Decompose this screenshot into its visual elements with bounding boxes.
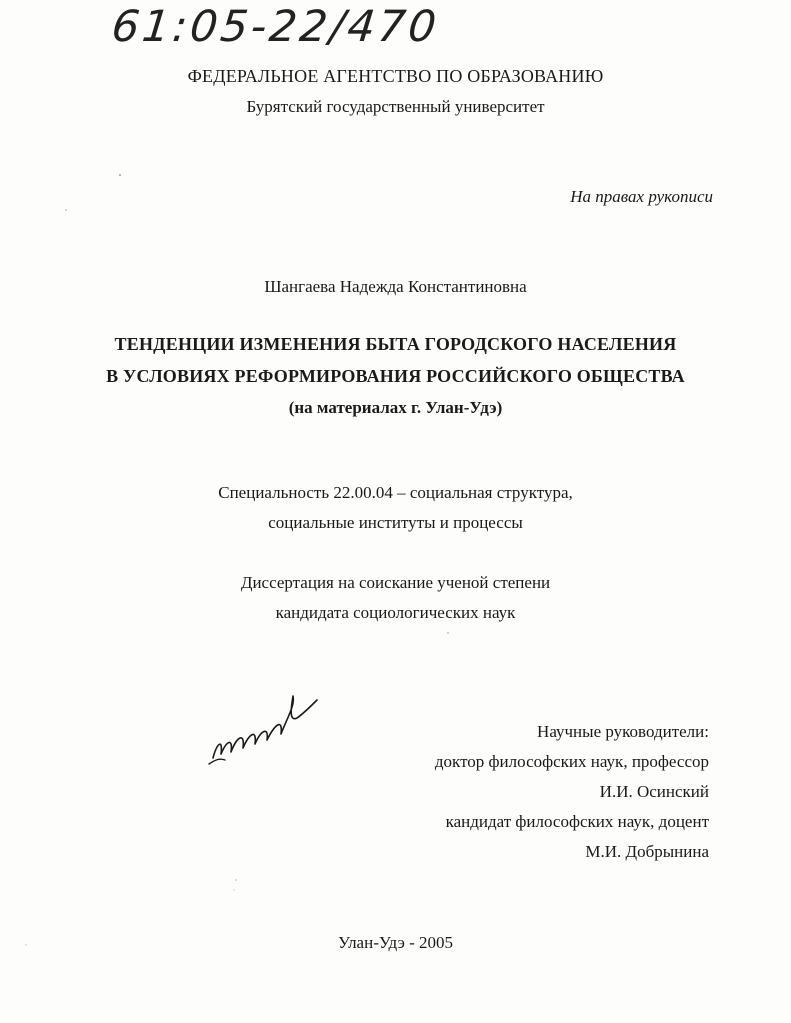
supervisor-1-title: доктор философских наук, профессор xyxy=(434,752,709,771)
manuscript-rights-note: На правах рукописи xyxy=(570,187,713,206)
author-name: Шангаева Надежда Константиновна xyxy=(264,277,527,296)
specialty-line-2: социальные институты и процессы xyxy=(268,513,523,532)
university-name: Бурятский государственный университет xyxy=(246,97,545,116)
title-line-1: ТЕНДЕНЦИИ ИЗМЕНЕНИЯ БЫТА ГОРОДСКОГО НАСЕЛЕНИЯ xyxy=(114,334,677,354)
title-subtitle: (на материалах г. Улан-Удэ) xyxy=(288,398,503,417)
title-line-2: В УСЛОВИЯХ РЕФОРМИРОВАНИЯ РОССИЙСКОГО ОБЩЕСТВА xyxy=(106,366,685,386)
supervisors-heading: Научные руководители: xyxy=(537,722,709,741)
handwritten-catalog-code: 61:05-22/470 xyxy=(109,2,442,52)
dissertation-line-2: кандидата социологических наук xyxy=(275,603,516,622)
supervisor-2-name: М.И. Добрынина xyxy=(585,842,709,861)
agency-name: ФЕДЕРАЛЬНОЕ АГЕНТСТВО ПО ОБРАЗОВАНИЮ xyxy=(187,66,604,86)
dissertation-line-1: Диссертация на соискание ученой степени xyxy=(240,573,551,592)
supervisor-1-name: И.И. Осинский xyxy=(599,782,709,801)
city-and-year: Улан-Удэ - 2005 xyxy=(337,933,454,952)
specialty-line-1: Специальность 22.00.04 – социальная структура, xyxy=(218,483,573,502)
supervisor-2-title: кандидат философских наук, доцент xyxy=(445,812,709,831)
handwritten-signature xyxy=(205,688,325,768)
